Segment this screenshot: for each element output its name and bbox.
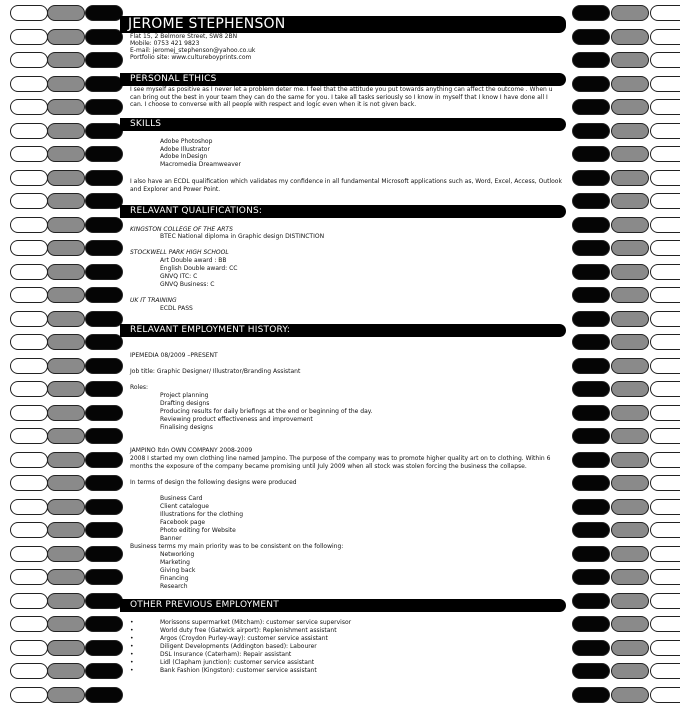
decorative-pill [47,640,85,656]
decorative-pill [650,170,680,186]
decorative-pill [650,663,680,679]
qualification-item: Art Double award : BB [160,257,227,264]
section-heading-skills: SKILLS [120,118,566,131]
decorative-pill [650,428,680,444]
decorative-pill [47,358,85,374]
dot-icon: • [130,619,134,626]
decorative-pill [85,593,123,609]
other-job-item: Morissons supermarket (Mitcham): customer service supervisor [160,619,352,626]
decorative-pill [572,499,610,515]
school-name: STOCKWELL PARK HIGH SCHOOL [130,249,229,256]
job-title: Job title: Graphic Designer/ Illustrator/Branding Assistant [130,368,301,375]
decorative-pill [650,593,680,609]
decorative-pill [611,522,649,538]
decorative-pill [611,29,649,45]
decorative-pill [47,546,85,562]
decorative-pill [10,287,48,303]
decorative-pill [85,499,123,515]
business-item: Marketing [160,559,190,566]
decorative-pill [85,311,123,327]
decorative-pill [572,640,610,656]
dot-icon: • [130,659,134,666]
decorative-pill [10,311,48,327]
qualification-item: English Double award: CC [160,265,238,272]
decorative-pill [10,193,48,209]
decorative-pill [650,264,680,280]
decorative-pill [650,687,680,703]
decorative-pill-column-black-left [85,0,123,701]
decorative-pill [47,687,85,703]
decorative-pill [572,687,610,703]
business-item: Networking [160,551,195,558]
decorative-pill [47,475,85,491]
decorative-pill [611,217,649,233]
designs-intro: In terms of design the following designs were produced [130,479,297,486]
section-heading-other-employment: OTHER PREVIOUS EMPLOYMENT [120,599,566,612]
decorative-pill [611,687,649,703]
decorative-pill [10,334,48,350]
decorative-pill [572,381,610,397]
decorative-pill [572,240,610,256]
decorative-pill [47,522,85,538]
address-line: Flat 15, 2 Belmore Street, SW8 2BN [130,33,238,40]
other-job-item: Bank Fashion (Kingston): customer service assistant [160,667,317,674]
decorative-pill [10,546,48,562]
decorative-pill [611,5,649,21]
decorative-pill [611,428,649,444]
decorative-pill [572,569,610,585]
decorative-pill-column-white-right [650,0,680,701]
decorative-pill [572,546,610,562]
dot-icon: • [130,643,134,650]
decorative-pill [611,452,649,468]
decorative-pill [47,663,85,679]
decorative-pill [10,52,48,68]
decorative-pill [47,311,85,327]
decorative-pill [10,99,48,115]
decorative-pill [611,240,649,256]
business-item: Giving back [160,567,196,574]
design-item: Banner [160,535,182,542]
roles-label: Roles: [130,384,149,391]
decorative-pill [85,217,123,233]
decorative-pill [85,240,123,256]
decorative-pill [10,358,48,374]
decorative-pill [10,593,48,609]
decorative-pill [572,193,610,209]
role-item: Producing results for daily briefings at the end or beginning of the day. [160,408,373,415]
decorative-pill [85,99,123,115]
decorative-pill [572,358,610,374]
decorative-pill [611,381,649,397]
decorative-pill [85,381,123,397]
decorative-pill [10,616,48,632]
design-item: Photo editing for Website [160,527,236,534]
decorative-pill [572,616,610,632]
decorative-pill [47,499,85,515]
decorative-pill [650,522,680,538]
skill-item: Adobe Photoshop [160,138,213,145]
decorative-pill [47,593,85,609]
decorative-pill [47,123,85,139]
decorative-pill [611,99,649,115]
decorative-pill [47,99,85,115]
qualification-item: ECDL PASS [160,305,193,312]
other-job-item: Lidl (Clapham junction): customer service assistant [160,659,315,666]
decorative-pill [611,146,649,162]
decorative-pill [650,452,680,468]
decorative-pill [47,264,85,280]
decorative-pill [10,381,48,397]
decorative-pill [572,405,610,421]
decorative-pill [650,29,680,45]
decorative-pill [572,146,610,162]
decorative-pill [85,146,123,162]
decorative-pill [611,546,649,562]
decorative-pill [650,475,680,491]
other-job-item: World duty free (Gatwick airport): Replenishment assistant [160,627,337,634]
decorative-pill [572,170,610,186]
decorative-pill [572,663,610,679]
role-item: Drafting designs [160,400,210,407]
decorative-pill [47,334,85,350]
decorative-pill [650,405,680,421]
decorative-pill [85,76,123,92]
decorative-pill [611,475,649,491]
decorative-pill [650,52,680,68]
decorative-pill [10,240,48,256]
decorative-pill [10,146,48,162]
decorative-pill [611,663,649,679]
design-item: Illustrations for the clothing [160,511,244,518]
decorative-pill [10,475,48,491]
qualification-item: BTEC National diploma in Graphic design DISTINCTION [160,233,325,240]
decorative-pill [572,264,610,280]
role-item: Finalising designs [160,424,213,431]
decorative-pill [85,123,123,139]
decorative-pill [85,29,123,45]
decorative-pill [572,217,610,233]
other-job-item: Diligent Developments (Addington based): Labourer [160,643,317,650]
ecdl-note: I also have an ECDL qualification which validates my confidence in all fundamental Microsoft applications such as, Word, Excel, Access, Outlook and Explorer and Power Point. [130,178,562,193]
decorative-pill [572,287,610,303]
decorative-pill [650,569,680,585]
decorative-pill [85,405,123,421]
decorative-pill [611,123,649,139]
ethics-paragraph: I see myself as positive as I never let a problem deter me. I feel that the attitude you put towards anything can affect the outcome . When u can bring out the best in your team they can do the same for you. I take all tasks seriously so I know in myself that I know I have done all I can. I choose to converse with all people with respect and logic even when it is not given back. [130,86,553,109]
employer-heading: IPEMEDIA 08/2009 –PRESENT [130,352,218,359]
decorative-pill [85,193,123,209]
decorative-pill [650,99,680,115]
other-job-item: Argos (Croydon Purley-way): customer service assistant [160,635,328,642]
role-item: Project planning [160,392,209,399]
business-intro: Business terms my main priority was to be consistent on the following: [130,543,344,550]
decorative-pill [611,405,649,421]
business-item: Financing [160,575,189,582]
decorative-pill [85,687,123,703]
decorative-pill [611,499,649,515]
decorative-pill [10,217,48,233]
decorative-pill [85,569,123,585]
decorative-pill [47,452,85,468]
decorative-pill [10,522,48,538]
design-item: Client catalogue [160,503,209,510]
skill-item: Adobe InDesign [160,153,208,160]
decorative-pill [650,311,680,327]
decorative-pill [85,475,123,491]
decorative-pill [650,123,680,139]
decorative-pill [47,76,85,92]
decorative-pill [611,569,649,585]
decorative-pill [85,663,123,679]
design-item: Facebook page [160,519,206,526]
decorative-pill [85,522,123,538]
mobile-line: Mobile: 0753 421 9823 [130,40,200,47]
decorative-pill [650,76,680,92]
email-line: E-mail: jeromej_stephenson@yahoo.co.uk [130,47,256,54]
decorative-pill [10,264,48,280]
section-heading-employment: RELAVANT EMPLOYMENT HISTORY: [120,324,566,337]
decorative-pill [85,358,123,374]
decorative-pill [572,475,610,491]
decorative-pill [572,593,610,609]
decorative-pill [10,405,48,421]
decorative-pill [650,240,680,256]
decorative-pill [572,52,610,68]
decorative-pill [611,76,649,92]
decorative-pill [10,663,48,679]
decorative-pill [85,264,123,280]
decorative-pill [47,170,85,186]
design-item: Business Card [160,495,203,502]
decorative-pill [47,193,85,209]
decorative-pill-column-grey-left [47,0,85,701]
jampino-paragraph: 2008 I started my own clothing line named Jampino. The purpose of the company was to promote higher quality art on to clothing. Within 6 months the exposure of the company became promising until July 2009 when all stock was stolen forcing the business the collapse. [130,455,551,470]
decorative-pill [572,76,610,92]
decorative-pill [650,146,680,162]
decorative-pill [10,123,48,139]
decorative-pill [85,52,123,68]
decorative-pill [572,334,610,350]
decorative-pill [650,287,680,303]
name-heading: JEROME STEPHENSON [120,16,566,33]
decorative-pill [650,381,680,397]
decorative-pill [47,5,85,21]
decorative-pill [572,99,610,115]
decorative-pill [47,29,85,45]
qualification-item: GNVQ ITC: C [160,273,198,280]
decorative-pill [611,640,649,656]
decorative-pill [10,29,48,45]
decorative-pill [47,405,85,421]
decorative-pill [611,616,649,632]
decorative-pill [572,452,610,468]
decorative-pill [650,616,680,632]
decorative-pill [611,358,649,374]
decorative-pill [572,428,610,444]
decorative-pill [10,687,48,703]
dot-icon: • [130,667,134,674]
decorative-pill [85,428,123,444]
decorative-pill [10,170,48,186]
decorative-pill [47,52,85,68]
decorative-pill-column-grey-right [611,0,649,701]
decorative-pill [572,522,610,538]
business-item: Research [160,583,188,590]
qualification-item: GNVQ Business: C [160,281,215,288]
decorative-pill [611,193,649,209]
section-heading-personal-ethics: PERSONAL ETHICS [120,73,566,86]
decorative-pill [650,546,680,562]
dot-icon: • [130,635,134,642]
decorative-pill [85,334,123,350]
decorative-pill [85,5,123,21]
decorative-pill-column-black-right [572,0,610,701]
decorative-pill-column-white-left [10,0,48,701]
decorative-pill [85,170,123,186]
decorative-pill [47,240,85,256]
dot-icon: • [130,627,134,634]
decorative-pill [47,428,85,444]
dot-icon: • [130,651,134,658]
decorative-pill [10,5,48,21]
decorative-pill [650,499,680,515]
decorative-pill [611,593,649,609]
decorative-pill [572,123,610,139]
decorative-pill [47,569,85,585]
decorative-pill [10,452,48,468]
decorative-pill [611,264,649,280]
school-name: KINGSTON COLLEGE OF THE ARTS [130,226,233,233]
decorative-pill [611,287,649,303]
decorative-pill [10,569,48,585]
decorative-pill [650,334,680,350]
decorative-pill [85,546,123,562]
decorative-pill [10,640,48,656]
skill-item: Macromedia Dreamweaver [160,161,241,168]
decorative-pill [85,452,123,468]
decorative-pill [10,76,48,92]
decorative-pill [47,287,85,303]
skill-item: Adobe Illustrator [160,146,210,153]
portfolio-line: Portfolio site: www.cultureboyprints.com [130,54,252,61]
decorative-pill [650,640,680,656]
decorative-pill [85,287,123,303]
section-heading-qualifications: RELAVANT QUALIFICATIONS: [120,205,566,218]
decorative-pill [572,5,610,21]
decorative-pill [611,170,649,186]
role-item: Reviewing product effectiveness and improvement [160,416,313,423]
decorative-pill [572,311,610,327]
school-name: UK IT TRAINING [130,297,177,304]
decorative-pill [650,193,680,209]
decorative-pill [611,311,649,327]
decorative-pill [85,616,123,632]
decorative-pill [47,217,85,233]
decorative-pill [47,146,85,162]
decorative-pill [611,52,649,68]
decorative-pill [650,358,680,374]
other-job-item: DSL Insurance (Caterham): Repair assistant [160,651,292,658]
decorative-pill [47,616,85,632]
decorative-pill [650,217,680,233]
employer-heading: JAMPINO ltdn OWN COMPANY 2008-2009 [130,447,253,454]
decorative-pill [10,499,48,515]
resume-document [120,0,566,701]
decorative-pill [10,428,48,444]
decorative-pill [650,5,680,21]
decorative-pill [611,334,649,350]
decorative-pill [47,381,85,397]
decorative-pill [572,29,610,45]
decorative-pill [85,640,123,656]
